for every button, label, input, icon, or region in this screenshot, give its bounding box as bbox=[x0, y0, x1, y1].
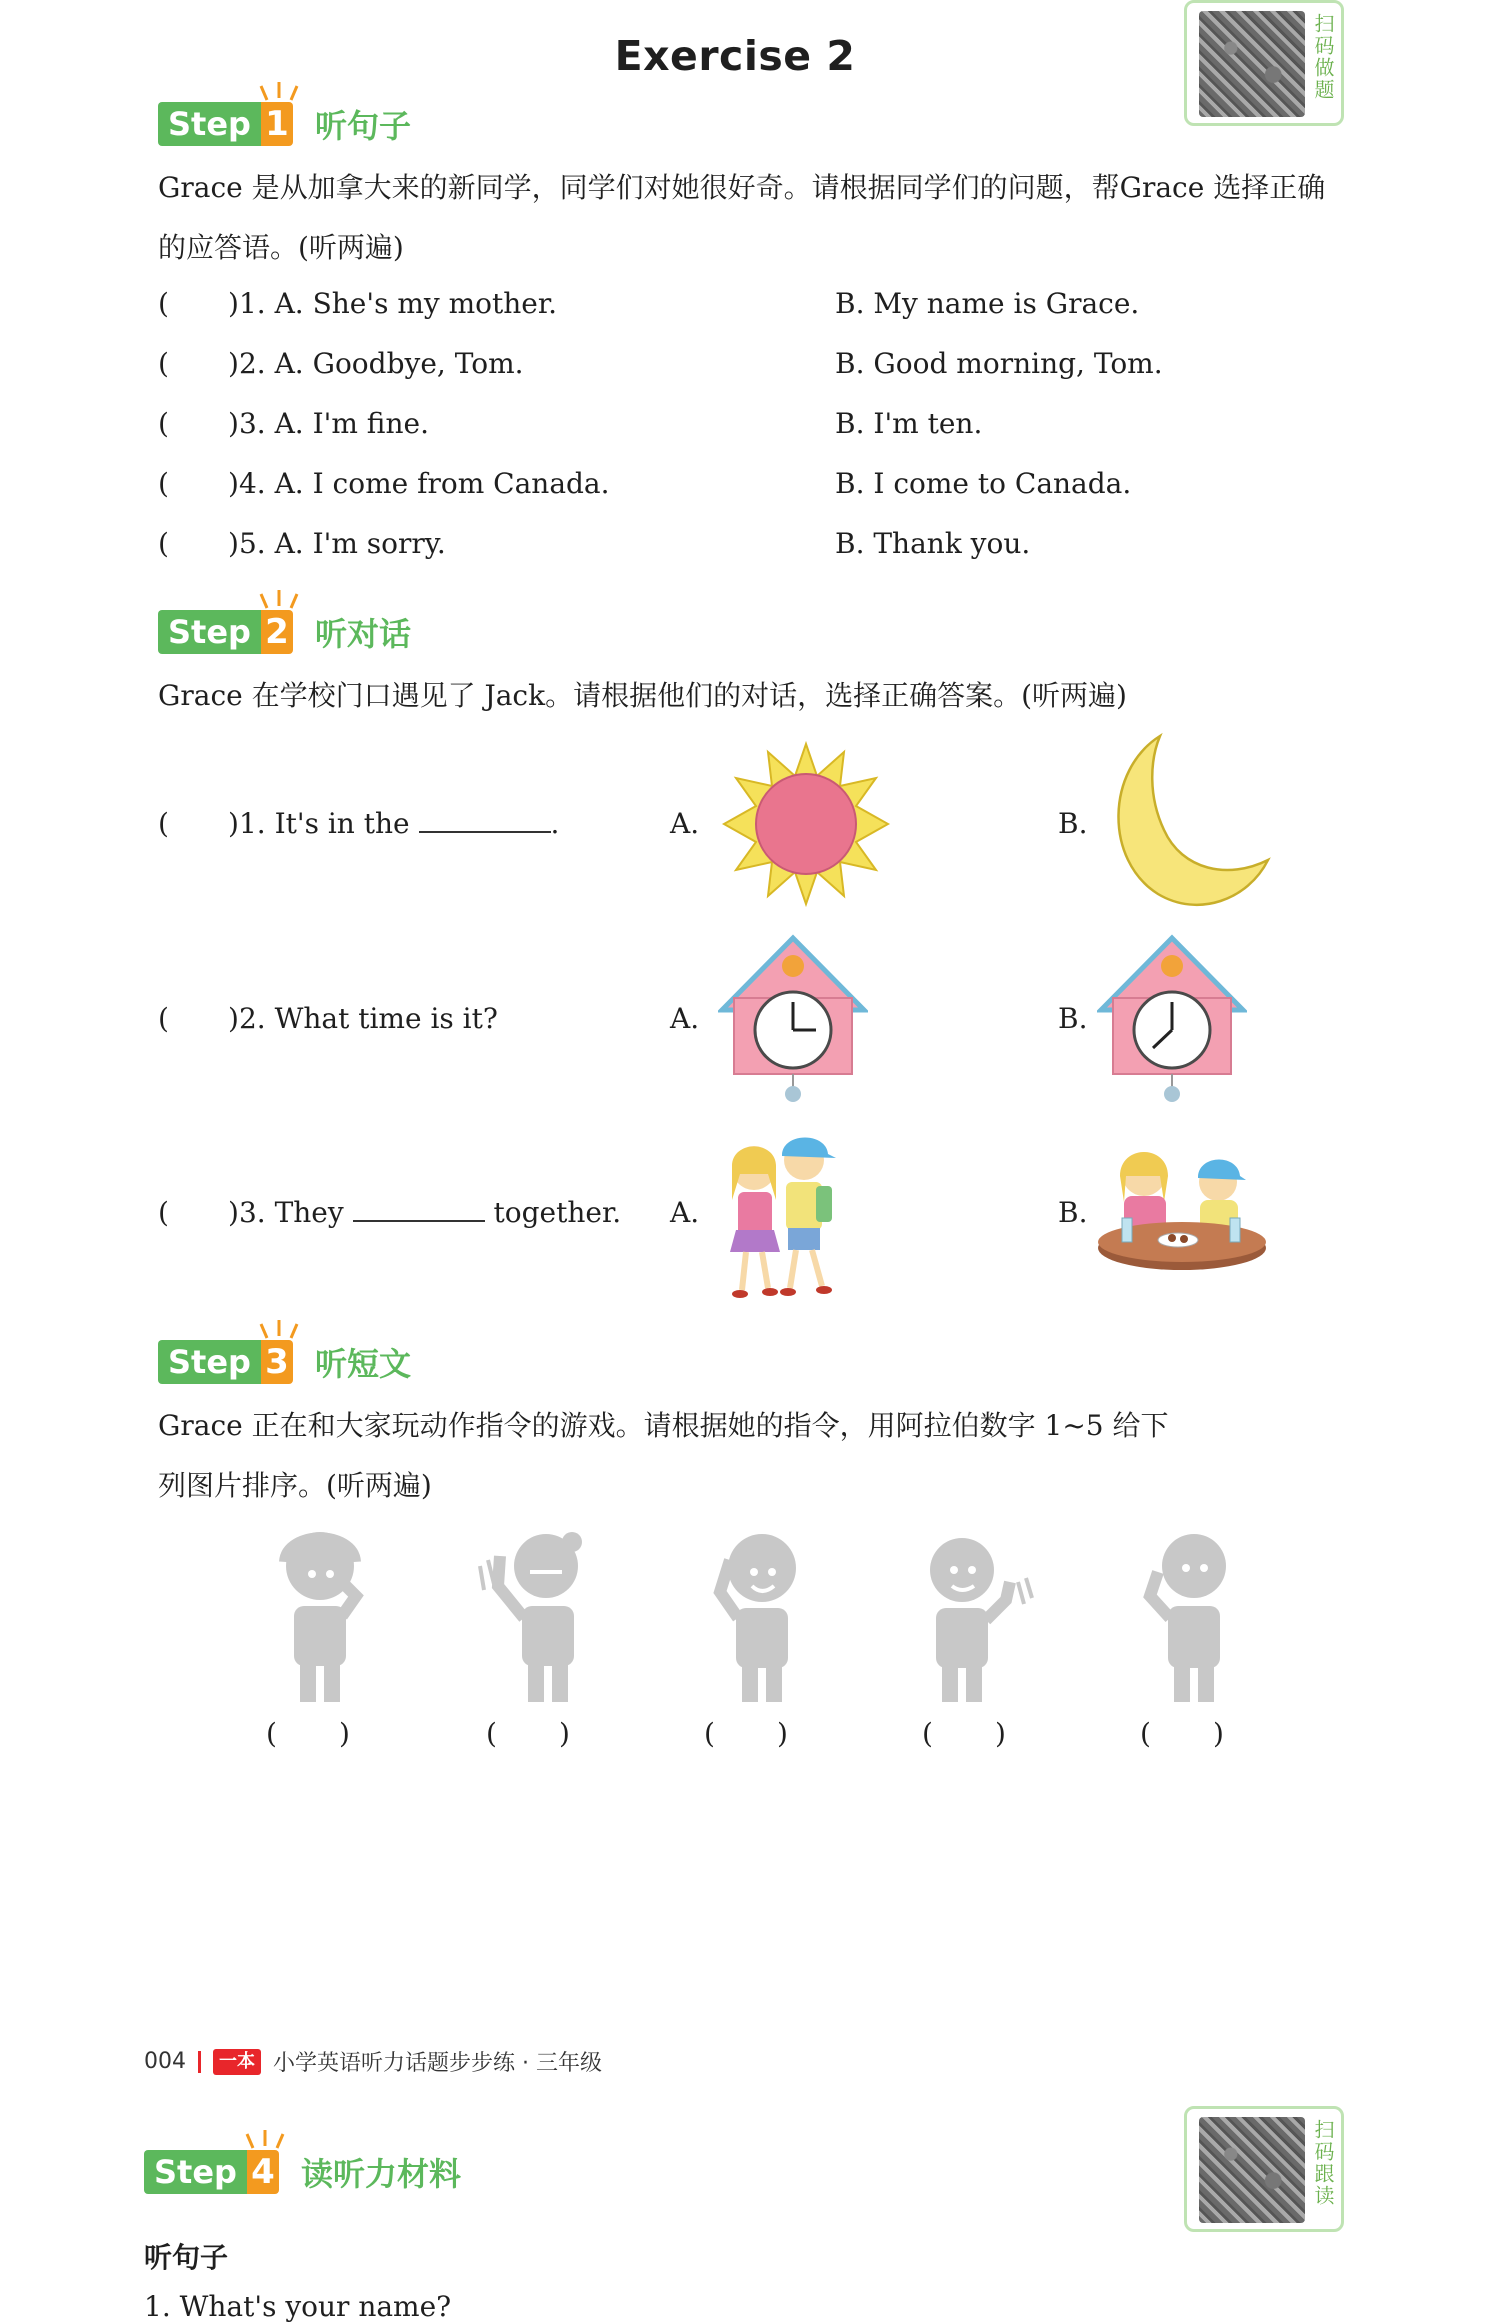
figure-point-ear[interactable] bbox=[1136, 1526, 1246, 1706]
option-a-label: A. bbox=[670, 1002, 700, 1035]
book-title: 小学英语听力话题步步练 · 三年级 bbox=[273, 2051, 602, 2076]
transcript-line: 1. What's your name? bbox=[144, 2290, 452, 2323]
answer-blank[interactable]: ( bbox=[158, 807, 169, 840]
cuckoo-clock-picture-b[interactable] bbox=[1097, 932, 1247, 1104]
qr-code-image[interactable] bbox=[1199, 11, 1305, 117]
answer-blank[interactable]: ( bbox=[158, 467, 169, 500]
step-3-instruction-line1: Grace 正在和大家玩动作指令的游戏。请根据她的指令，用阿拉伯数字 1~5 给下 bbox=[158, 1409, 1169, 1442]
option-a: A. I'm fine. bbox=[274, 407, 429, 440]
cuckoo-clock-picture-a[interactable] bbox=[718, 932, 868, 1104]
order-blank[interactable]: ( ) bbox=[486, 1717, 570, 1750]
question-row: ( )4. A. I come from Canada. bbox=[158, 467, 610, 500]
answer-blank[interactable]: ( bbox=[158, 1196, 169, 1229]
order-blank[interactable]: ( ) bbox=[266, 1717, 350, 1750]
sparkle-icon bbox=[259, 1318, 299, 1342]
step-3-instruction-line2: 列图片排序。(听两遍) bbox=[158, 1469, 432, 1502]
step-4-header bbox=[144, 2150, 461, 2194]
step-1-instruction: Grace 是从加拿大来的新同学，同学们对她很好奇。请根据同学们的问题，帮Grace 选择正确的应答语。(听两遍) bbox=[158, 171, 1326, 264]
qr-code-box-bottom[interactable] bbox=[1184, 2106, 1344, 2232]
answer-blank[interactable]: ( bbox=[158, 287, 169, 320]
question-row: ( )3. They together. bbox=[158, 1196, 622, 1229]
question-row: ( )1. It's in the . bbox=[158, 807, 560, 840]
step-number: 4 bbox=[247, 2150, 279, 2194]
figure-wave-goodbye[interactable] bbox=[914, 1526, 1034, 1706]
step-2-instruction: Grace 在学校门口遇见了 Jack。请根据他们的对话，选择正确答案。(听两遍) bbox=[158, 679, 1127, 712]
question-row: ( )5. A. I'm sorry. bbox=[158, 527, 446, 560]
option-a: A. She's my mother. bbox=[274, 287, 558, 320]
sparkle-icon bbox=[259, 588, 299, 612]
answer-blank[interactable]: ( bbox=[158, 407, 169, 440]
option-a: A. I'm sorry. bbox=[274, 527, 446, 560]
step-name: 听对话 bbox=[314, 615, 411, 653]
step-3-header bbox=[158, 1340, 411, 1384]
children-eating-picture[interactable] bbox=[1090, 1136, 1270, 1280]
figure-touch-face[interactable] bbox=[272, 1526, 368, 1706]
question-row: ( )3. A. I'm fine. bbox=[158, 407, 429, 440]
step-word: Step bbox=[158, 1340, 261, 1384]
option-a: A. Goodbye, Tom. bbox=[274, 347, 524, 380]
question-row: ( )1. A. She's my mother. bbox=[158, 287, 558, 320]
page-number: 004 bbox=[144, 2049, 186, 2074]
step-name: 读听力材料 bbox=[300, 2155, 461, 2193]
answer-blank[interactable]: ( bbox=[158, 347, 169, 380]
figure-touch-head[interactable] bbox=[708, 1526, 808, 1706]
order-blank[interactable]: ( ) bbox=[922, 1717, 1006, 1750]
option-b: B. My name is Grace. bbox=[835, 287, 1140, 320]
qr-code-image[interactable] bbox=[1199, 2117, 1305, 2223]
order-blank[interactable]: ( ) bbox=[1140, 1717, 1224, 1750]
option-b: B. I come to Canada. bbox=[835, 467, 1132, 500]
sun-picture[interactable] bbox=[720, 738, 892, 910]
brand-logo: 一本 bbox=[213, 2049, 261, 2075]
step-number: 2 bbox=[261, 610, 293, 654]
option-b: B. Thank you. bbox=[835, 527, 1031, 560]
qr-label: 扫码跟读 bbox=[1311, 2119, 1335, 2207]
qr-code-box-top[interactable] bbox=[1184, 0, 1344, 126]
children-walking-picture[interactable] bbox=[718, 1130, 846, 1302]
moon-picture[interactable] bbox=[1098, 730, 1273, 910]
step-number: 1 bbox=[261, 102, 293, 146]
step-name: 听句子 bbox=[314, 107, 411, 145]
step-1-header bbox=[158, 102, 411, 146]
step-2-header bbox=[158, 610, 411, 654]
qr-label: 扫码做题 bbox=[1311, 13, 1335, 101]
step-word: Step bbox=[144, 2150, 247, 2194]
option-b: B. Good morning, Tom. bbox=[835, 347, 1163, 380]
question-row: ( )2. A. Goodbye, Tom. bbox=[158, 347, 524, 380]
figure-wave-hand[interactable] bbox=[474, 1526, 594, 1706]
page-footer bbox=[144, 2046, 602, 2077]
option-b-label: B. bbox=[1058, 1196, 1088, 1229]
fill-blank[interactable] bbox=[419, 831, 551, 833]
exercise-title: Exercise 2 bbox=[614, 32, 856, 80]
fill-blank[interactable] bbox=[353, 1220, 485, 1222]
option-b-label: B. bbox=[1058, 1002, 1088, 1035]
step-number: 3 bbox=[261, 1340, 293, 1384]
step-word: Step bbox=[158, 102, 261, 146]
step-4-subheading: 听句子 bbox=[144, 2241, 229, 2274]
sparkle-icon bbox=[245, 2128, 285, 2152]
answer-blank[interactable]: ( bbox=[158, 1002, 169, 1035]
step-word: Step bbox=[158, 610, 261, 654]
question-row: ( )2. What time is it? bbox=[158, 1002, 498, 1035]
answer-blank[interactable]: ( bbox=[158, 527, 169, 560]
option-a-label: A. bbox=[670, 807, 700, 840]
option-b: B. I'm ten. bbox=[835, 407, 983, 440]
step-name: 听短文 bbox=[314, 1345, 411, 1383]
option-a: A. I come from Canada. bbox=[274, 467, 610, 500]
option-b-label: B. bbox=[1058, 807, 1088, 840]
order-blank[interactable]: ( ) bbox=[704, 1717, 788, 1750]
sparkle-icon bbox=[259, 80, 299, 104]
option-a-label: A. bbox=[670, 1196, 700, 1229]
